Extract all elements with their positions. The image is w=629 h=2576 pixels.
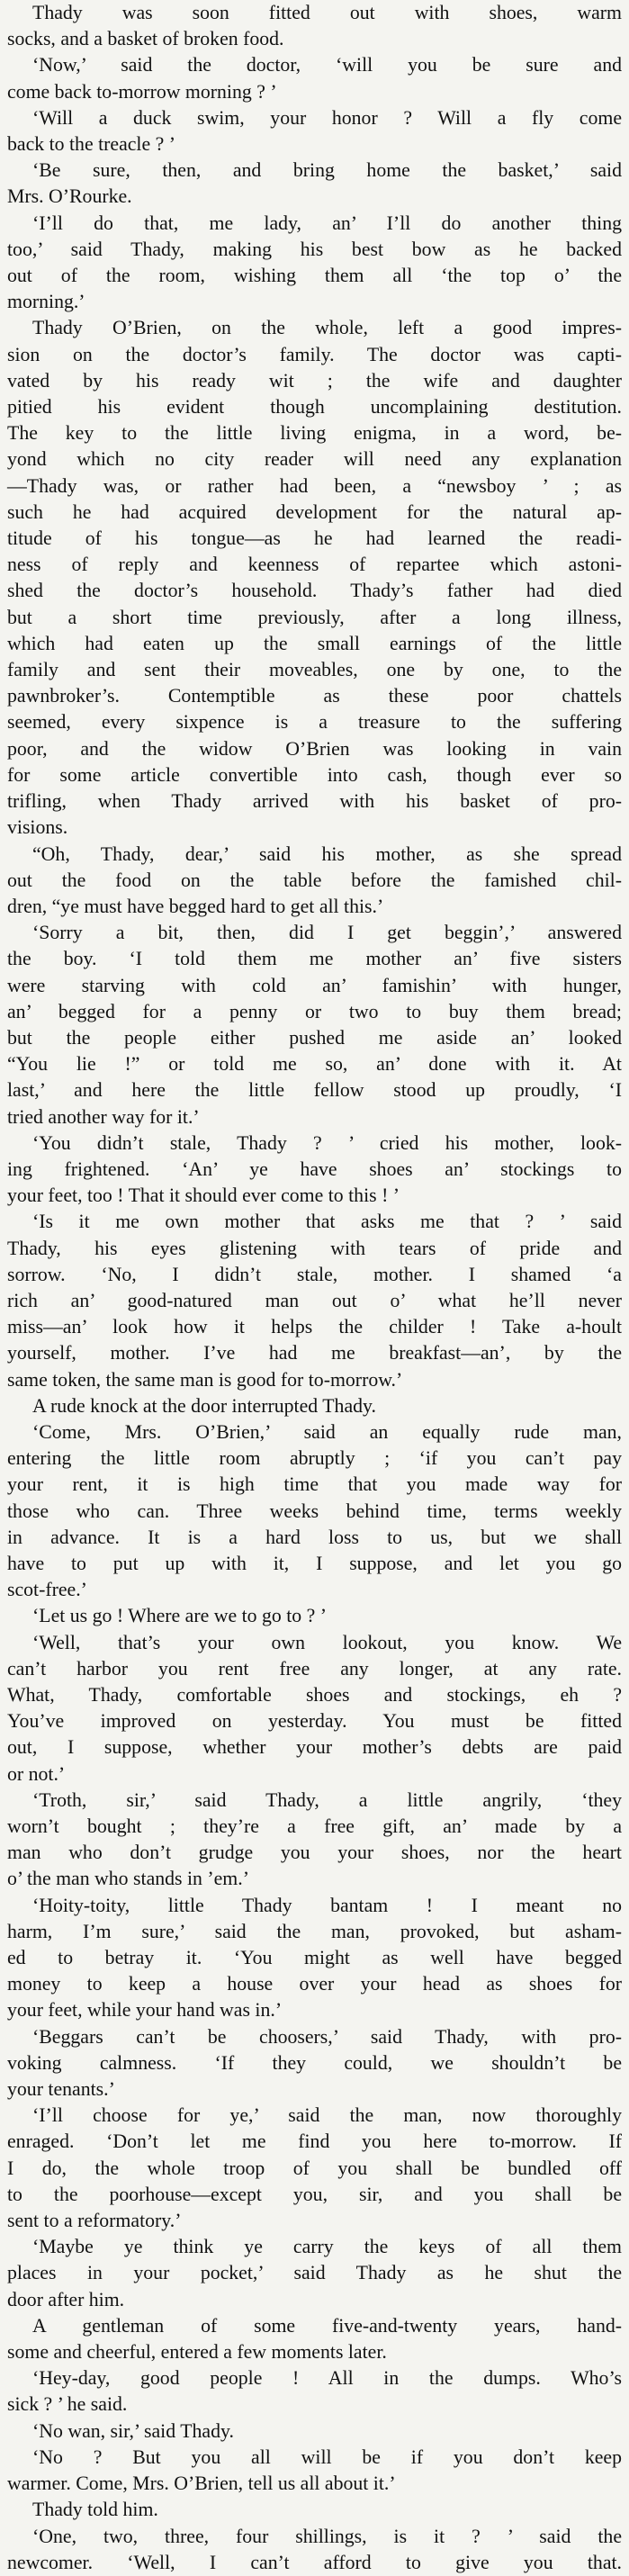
text-line: ‘No wan, sir,’ said Thady.: [32, 2419, 234, 2442]
text-line: —Thady was, or rather had been, a “newsboy ’ ; as: [7, 474, 622, 497]
text-line: in advance. It is a hard loss to us, but we shall: [7, 1526, 622, 1548]
text-line: pawnbroker’s. Contemptible as these poor chattels: [7, 685, 622, 707]
text-line: visions.: [7, 816, 68, 839]
text-line: miss—an’ look how it helps the childer ! Take a-hoult: [7, 1316, 622, 1338]
text-line: voking calmness. ‘If they could, we shouldn’t be: [7, 2051, 622, 2074]
text-line: were starving with cold an’ famishin’ with hunger,: [7, 974, 622, 996]
text-line: tried another way for it.’: [7, 1105, 200, 1128]
text-line: your feet, while your hand was in.’: [7, 1999, 283, 2022]
text-line: an’ begged for a penny or two to buy them bread;: [7, 1000, 622, 1022]
text-line: Thady O’Brien, on the whole, left a good impres-: [32, 317, 622, 339]
text-line: pitied his evident though uncomplaining destitution.: [7, 396, 622, 419]
text-line: man who don’t grudge you your shoes, nor the heart: [7, 1842, 622, 1864]
text-line: money to keep a house over your head as shoes for: [7, 1973, 622, 1995]
text-line: Thady told him.: [32, 2499, 158, 2521]
text-line: but a short time previously, after a long illness,: [7, 606, 622, 628]
text-line: worn’t bought ; they’re a free gift, an’ made by a: [7, 1815, 622, 1838]
text-line: titude of his tongue—as he had learned the readi-: [7, 527, 622, 550]
text-line: places in your pocket,’ said Thady as he shut the: [7, 2262, 622, 2284]
text-line: ed to betray it. ‘You might as well have begged: [7, 1947, 622, 1969]
text-line: ‘You didn’t stale, Thady ? ’ cried his mother, look-: [32, 1131, 622, 1154]
text-line: can’t harbor you rent free any longer, at any rate.: [7, 1657, 622, 1680]
text-line: to the poorhouse—except you, sir, and you shall be: [7, 2183, 622, 2205]
text-line: your feet, too ! That it should ever come to this ! ’: [7, 1184, 400, 1207]
text-line: or not.’: [7, 1762, 66, 1785]
text-line: ‘Now,’ said the doctor, ‘will you be sure and: [32, 54, 622, 77]
text-line: last,’ and here the little fellow stood up proudly, ‘I: [7, 1079, 622, 1102]
text-line: door after him.: [7, 2288, 125, 2310]
text-line: Mrs. O’Rourke.: [7, 185, 132, 208]
text-line: socks, and a basket of broken food.: [7, 28, 284, 50]
text-line: scot-free.’: [7, 1579, 87, 1601]
text-line: ‘One, two, three, four shillings, is it ? ’ said the: [32, 2525, 622, 2547]
text-line: out, I suppose, whether your mother’s debts are paid: [7, 1736, 622, 1759]
text-line: ‘Be sure, then, and bring home the basket,’ said: [32, 159, 622, 182]
text-line: A gentleman of some five-and-twenty years, hand-: [32, 2314, 622, 2337]
text-line: too,’ said Thady, making his best bow as he backed: [7, 238, 622, 260]
story-text: [7, 0, 622, 2576]
text-line: yourself, mother. I’ve had me breakfast—an’, by the: [7, 1342, 622, 1365]
text-line: I do, the whole troop of you shall be bundled off: [7, 2157, 622, 2179]
text-line: dren, “ye must have begged hard to get all this.’: [7, 895, 384, 917]
text-line: out the food on the table before the famished chil-: [7, 869, 622, 891]
text-line: sorrow. ‘No, I didn’t stale, mother. I shamed ‘a: [7, 1263, 622, 1285]
text-line: vated by his ready wit ; the wife and daughter: [7, 369, 622, 392]
text-line: Thady was soon fitted out with shoes, warm: [32, 2, 622, 23]
text-line: which had eaten up the small earnings of the little: [7, 632, 622, 654]
text-line: your tenants.’: [7, 2078, 115, 2101]
text-line: sick ? ’ he said.: [7, 2393, 128, 2416]
text-line: Thady, his eyes glistening with tears of pride and: [7, 1237, 622, 1259]
text-line: ‘Come, Mrs. O’Brien,’ said an equally rude man,: [32, 1420, 622, 1443]
text-line: What, Thady, comfortable shoes and stockings, eh ?: [7, 1684, 622, 1706]
text-line: have to put up with it, I suppose, and let you go: [7, 1552, 622, 1574]
text-line: harm, I’m sure,’ said the man, provoked, but asham-: [7, 1920, 622, 1942]
text-line: yond which no city reader will need any explanation: [7, 448, 622, 471]
text-line: same token, the same man is good for to-morrow.’: [7, 1368, 403, 1391]
text-line: The key to the little living enigma, in a word, be-: [7, 422, 622, 445]
text-line: but the people either pushed me aside an’ looked: [7, 1026, 622, 1049]
text-line: enraged. ‘Don’t let me find you here to-morrow. If: [7, 2130, 622, 2153]
text-line: sent to a reformatory.’: [7, 2210, 182, 2232]
text-line: ‘I’ll do that, me lady, an’ I’ll do another thing: [32, 212, 622, 234]
text-line: those who can. Three weeks behind time, terms weekly: [7, 1500, 622, 1522]
text-line: ‘Hey-day, good people ! All in the dumps. Who’s: [32, 2367, 622, 2390]
text-line: entering the little room abruptly ; ‘if you can’t pay: [7, 1447, 622, 1470]
text-line: “Oh, Thady, dear,’ said his mother, as she spread: [32, 842, 622, 865]
text-line: ‘Will a duck swim, your honor ? Will a fly come: [32, 106, 622, 129]
text-line: o’ the man who stands in ’em.’: [7, 1868, 249, 1890]
text-line: shed the doctor’s household. Thady’s father had died: [7, 580, 622, 602]
text-line: ‘Maybe ye think ye carry the keys of all them: [32, 2236, 622, 2258]
text-line: ‘Beggars can’t be choosers,’ said Thady, with pro-: [32, 2025, 622, 2048]
text-line: warmer. Come, Mrs. O’Brien, tell us all about it.’: [7, 2472, 396, 2495]
text-line: some and cheerful, entered a few moments later.: [7, 2341, 387, 2364]
text-line: seemed, every sixpence is a treasure to the suffering: [7, 711, 622, 734]
text-line: “You lie !” or told me so, an’ done with it. At: [7, 1053, 622, 1076]
text-line: ‘Sorry a bit, then, did I get beggin’,’ answered: [32, 922, 622, 944]
text-line: morning.’: [7, 291, 85, 313]
text-line: your rent, it is high time that you made way for: [7, 1473, 622, 1496]
text-line: ‘No ? But you all will be if you don’t keep: [32, 2445, 622, 2468]
text-line: ‘Is it me own mother that asks me that ? ’ said: [32, 1211, 622, 1233]
text-line: such he had acquired development for the natural ap-: [7, 500, 622, 523]
text-line: ‘Hoity-toity, little Thady bantam ! I meant no: [32, 1894, 622, 1916]
text-line: for some article convertible into cash, though ever so: [7, 763, 622, 786]
text-line: trifling, when Thady arrived with his basket of pro-: [7, 790, 622, 813]
text-line: ‘Troth, sir,’ said Thady, a little angrily, ‘they: [32, 1788, 622, 1811]
text-line: ‘Well, that’s your own lookout, you know. We: [32, 1631, 622, 1653]
text-line: ‘I’ll choose for ye,’ said the man, now thoroughly: [32, 2104, 622, 2127]
text-line: ‘Let us go ! Where are we to go to ? ’: [32, 1605, 328, 1627]
text-line: A rude knock at the door interrupted Thady.: [32, 1394, 376, 1417]
text-line: family and sent their moveables, one by one, to the: [7, 659, 622, 681]
text-line: poor, and the widow O’Brien was looking in vain: [7, 737, 622, 760]
text-line: ing frightened. ‘An’ ye have shoes an’ stockings to: [7, 1157, 622, 1180]
text-line: You’ve improved on yesterday. You must be fitted: [7, 1710, 622, 1733]
text-line: ness of reply and keenness of repartee which astoni-: [7, 554, 622, 576]
text-line: rich an’ good-natured man out o’ what he’ll never: [7, 1289, 622, 1311]
text-line: sion on the doctor’s family. The doctor was capti-: [7, 343, 622, 365]
text-line: come back to-morrow morning ? ’: [7, 80, 277, 103]
text-line: the boy. ‘I told them me mother an’ five sisters: [7, 948, 622, 970]
text-line: back to the treacle ? ’: [7, 133, 175, 156]
text-line: newcomer. ‘Well, I can’t afford to give you that.: [7, 2551, 622, 2573]
text-line: out of the room, wishing them all ‘the top o’ the: [7, 265, 622, 287]
